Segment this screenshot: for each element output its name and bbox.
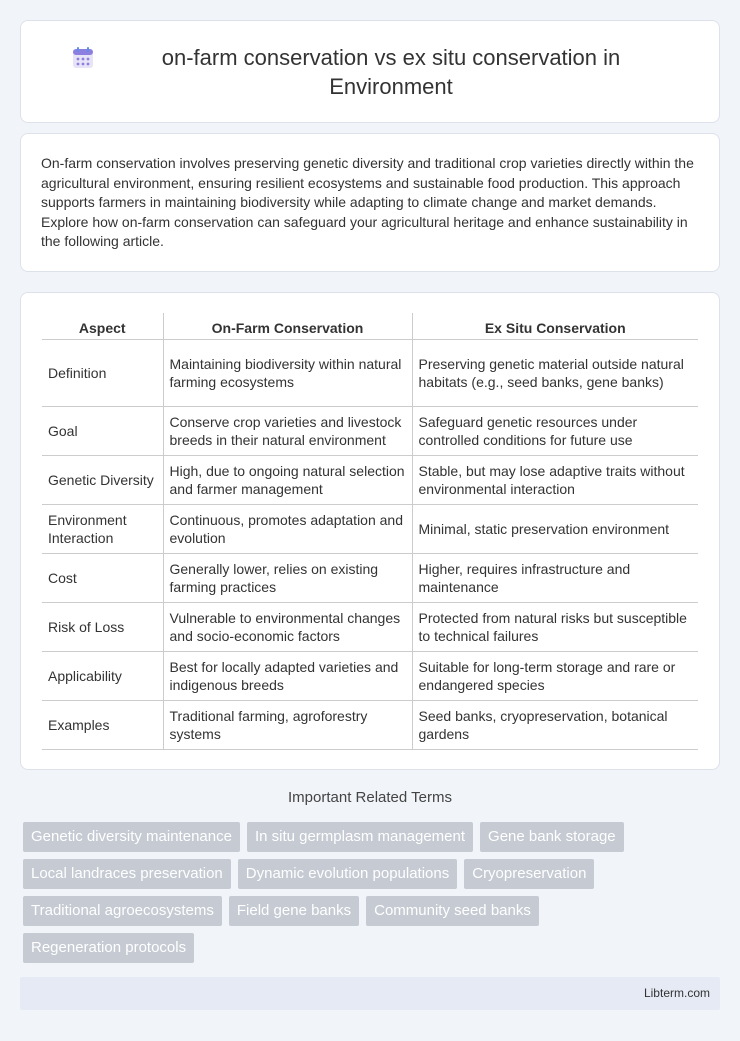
cell-ex-situ: Protected from natural risks but susceptible to technical failures (412, 602, 698, 651)
cell-ex-situ: Safeguard genetic resources under controlled conditions for future use (412, 406, 698, 455)
header-card (20, 20, 720, 123)
related-term-tag[interactable]: Gene bank storage (480, 822, 624, 852)
calendar-grid-icon (70, 45, 96, 71)
cell-on-farm: Best for locally adapted varieties and indigenous breeds (163, 651, 412, 700)
header-aspect: Aspect (42, 313, 163, 339)
related-term-tag[interactable]: Community seed banks (366, 896, 539, 926)
cell-aspect: Applicability (42, 651, 163, 700)
table-row (42, 700, 698, 749)
related-term-tag[interactable]: Genetic diversity maintenance (23, 822, 240, 852)
header-ex-situ: Ex Situ Conservation (412, 313, 698, 339)
cell-on-farm: High, due to ongoing natural selection and farmer management (163, 455, 412, 504)
table-row (42, 504, 698, 553)
cell-on-farm: Maintaining biodiversity within natural farming ecosystems (163, 339, 412, 406)
cell-aspect: Genetic Diversity (42, 455, 163, 504)
related-term-tag[interactable]: Field gene banks (229, 896, 359, 926)
cell-aspect: Definition (42, 339, 163, 406)
intro-text: On-farm conservation involves preserving genetic diversity and traditional crop varieties directly within the agricultural environment, ensuring resilient ecosystems and sustainable food production. This approach supports farmers in maintaining biodiversity while adapting to climate change and market demands. Explore how on-farm conservation can safeguard your agricultural heritage and enhance sustainability in the following article. (41, 155, 694, 250)
cell-ex-situ: Stable, but may lose adaptive traits without environmental interaction (412, 455, 698, 504)
table-row (42, 406, 698, 455)
title-wrap (70, 43, 670, 101)
cell-ex-situ: Suitable for long-term storage and rare or endangered species (412, 651, 698, 700)
related-term-tag[interactable]: Regeneration protocols (23, 933, 194, 963)
cell-ex-situ: Seed banks, cryopreservation, botanical gardens (412, 700, 698, 749)
cell-ex-situ: Preserving genetic material outside natural habitats (e.g., seed banks, gene banks) (412, 339, 698, 406)
footer-brand-link[interactable]: Libterm.com (643, 986, 710, 1000)
table-row (42, 602, 698, 651)
header-on-farm: On-Farm Conservation (163, 313, 412, 339)
intro-card (20, 133, 720, 272)
related-term-tag[interactable]: In situ germplasm management (247, 822, 473, 852)
footer (20, 977, 720, 1010)
cell-on-farm: Conserve crop varieties and livestock breeds in their natural environment (163, 406, 412, 455)
cell-aspect: Risk of Loss (42, 602, 163, 651)
cell-on-farm: Continuous, promotes adaptation and evolution (163, 504, 412, 553)
table-header-row (42, 313, 698, 339)
related-term-tag[interactable]: Local landraces preservation (23, 859, 231, 889)
related-term-tag[interactable]: Dynamic evolution populations (238, 859, 457, 889)
related-terms-title: Important Related Terms (288, 789, 452, 806)
cell-aspect: Examples (42, 700, 163, 749)
cell-ex-situ: Minimal, static preservation environment (412, 504, 698, 553)
cell-aspect: Goal (42, 406, 163, 455)
cell-ex-situ: Higher, requires infrastructure and maintenance (412, 553, 698, 602)
related-terms-tags (23, 822, 713, 970)
page-title: on-farm conservation vs ex situ conservation in Environment (161, 44, 621, 99)
comparison-table (42, 313, 698, 750)
table-row (42, 339, 698, 406)
cell-aspect: Environment Interaction (42, 504, 163, 553)
table-row (42, 455, 698, 504)
cell-aspect: Cost (42, 553, 163, 602)
related-term-tag[interactable]: Traditional agroecosystems (23, 896, 222, 926)
cell-on-farm: Generally lower, relies on existing farming practices (163, 553, 412, 602)
table-row (42, 651, 698, 700)
cell-on-farm: Traditional farming, agroforestry systems (163, 700, 412, 749)
table-row (42, 553, 698, 602)
comparison-table-card (20, 292, 720, 770)
related-term-tag[interactable]: Cryopreservation (464, 859, 594, 889)
cell-on-farm: Vulnerable to environmental changes and socio-economic factors (163, 602, 412, 651)
